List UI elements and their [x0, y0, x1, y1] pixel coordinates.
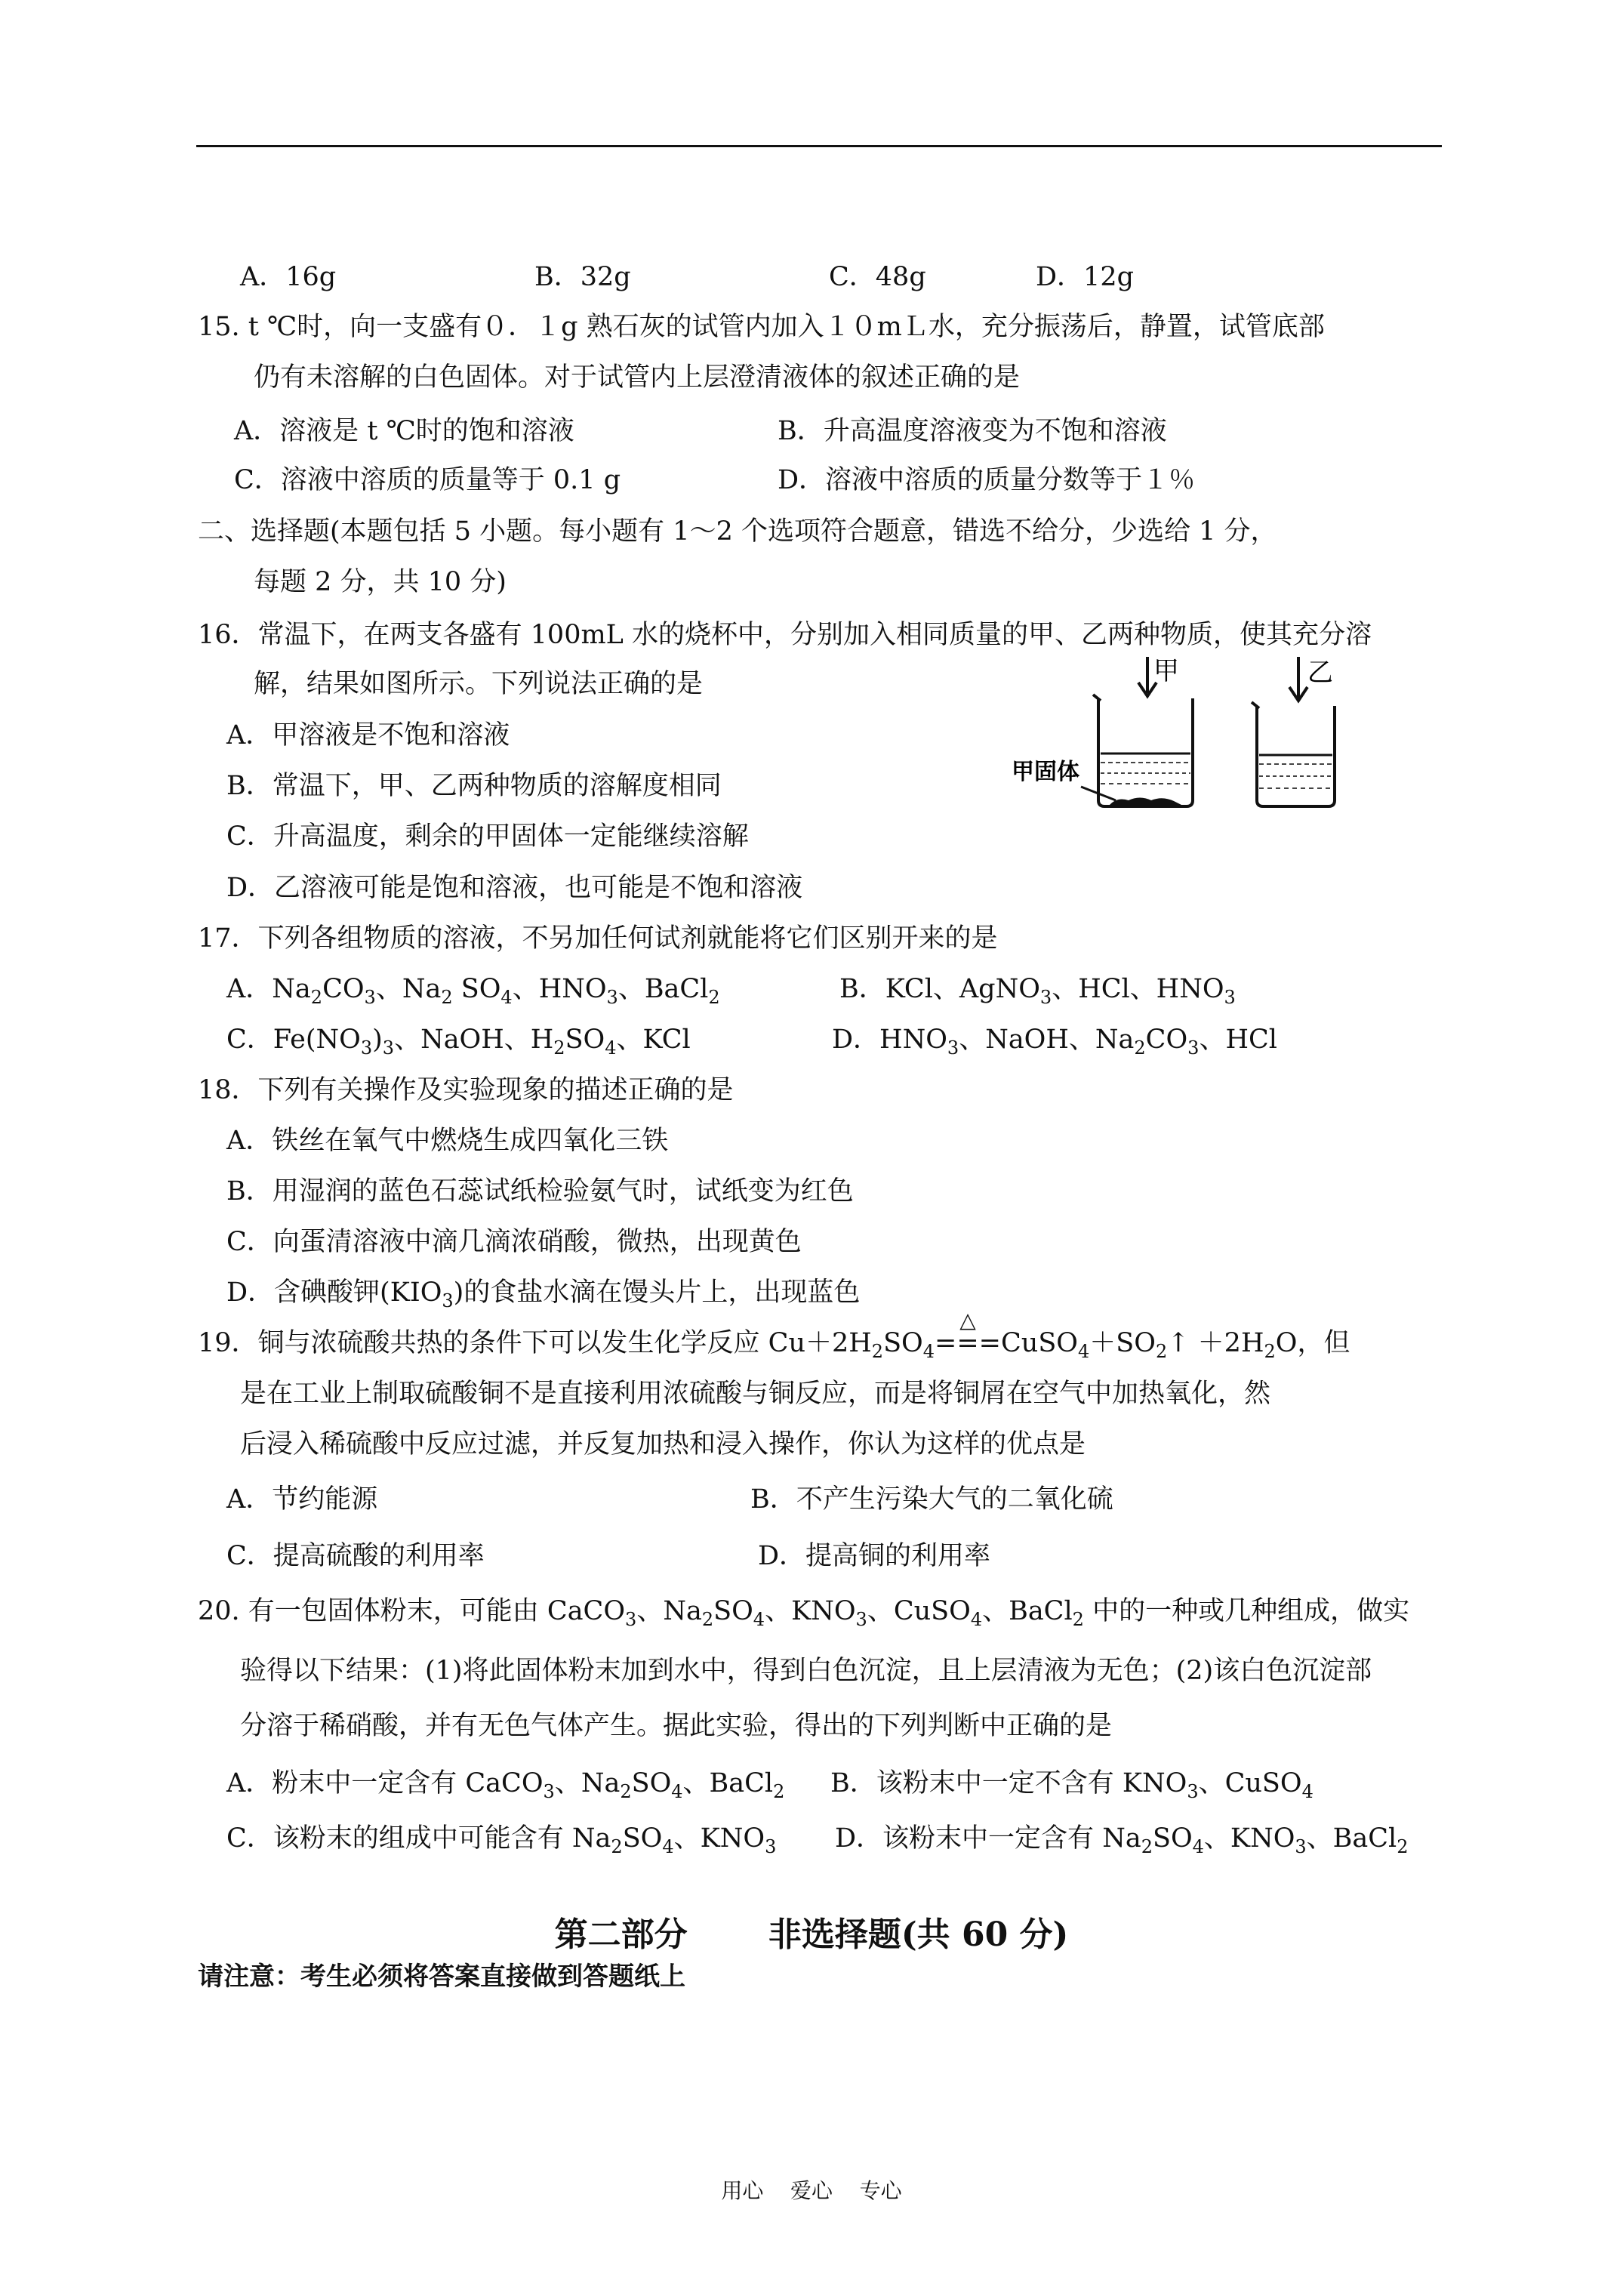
q15-option-d: D．溶液中溶质的质量分数等于１％	[778, 465, 1196, 495]
q18-stem: 18．下列有关操作及实验现象的描述正确的是	[198, 1075, 734, 1105]
q14-option-d: D．12g	[1036, 262, 1135, 292]
q17-option-a: A．$Na_2CO_3$、$Na_2$ $SO_4$、$HNO_3$、BaCl$_2$	[226, 974, 720, 1008]
q15-option-a: A．溶液是 t ℃时的饱和溶液	[234, 416, 574, 446]
section2-heading-1: 二、选择题(本题包括 5 小题。每小题有 1～2 个选项符合题意，错选不给分，少选给 1 分，	[198, 516, 1277, 547]
q15-stem-1: 15. t ℃时，向一支盛有０．１g 熟石灰的试管内加入１０mＬ水，充分振荡后，静置，试管底部	[198, 312, 1325, 342]
beakers-figure	[1012, 657, 1404, 815]
q19-stem-1: 19．铜与浓硫酸共热的条件下可以发生化学反应 $Cu+2H_2SO_4$ △ $===CuSO_4+SO_2↑ +2H_2O$，但	[198, 1308, 1350, 1362]
jia-solid	[1110, 798, 1181, 806]
q20-stem-2: 验得以下结果：(1)将此固体粉末加到水中，得到白色沉淀，且上层清液为无色；(2)该白色沉淀部	[240, 1656, 1372, 1686]
q20-option-b: B．该粉末中一定不含有 $KNO_3$、CuSO$_4$	[830, 1768, 1313, 1802]
q20-option-c: C．该粉末的组成中可能含有 $Na_2SO_4$、$KNO_3$	[226, 1823, 777, 1857]
q20-option-a: A．粉末中一定含有 CaCO$_3$、$Na_2SO_4$、BaCl$_2$	[226, 1768, 785, 1802]
q18-option-a: A．铁丝在氧气中燃烧生成四氧化三铁	[226, 1126, 669, 1156]
q20-option-d: D．该粉末中一定含有 $Na_2SO_4$、$KNO_3$、BaCl$_2$	[835, 1823, 1409, 1857]
q17-option-c: C．$Fe(NO_3)_3$、NaOH、$H_2SO_4$、KCl	[226, 1025, 691, 1059]
q18-option-c: C．向蛋清溶液中滴几滴浓硝酸，微热，出现黄色	[226, 1227, 802, 1257]
q18-option-b: B．用湿润的蓝色石蕊试纸检验氨气时，试纸变为红色	[226, 1176, 854, 1207]
q18-option-d: D．含碘酸钾$(KIO_3)$的食盐水滴在馒头片上，出现蓝色	[226, 1277, 861, 1311]
q16-stem-2: 解，结果如图所示。下列说法正确的是	[254, 669, 704, 699]
answer-sheet-notice: 请注意：考生必须将答案直接做到答题纸上	[198, 1962, 685, 1992]
beaker-jia	[1012, 657, 1193, 806]
q16-option-d: D．乙溶液可能是饱和溶液，也可能是不饱和溶液	[226, 873, 803, 903]
q16-option-c: C．升高温度，剩余的甲固体一定能继续溶解	[226, 821, 749, 852]
q19-option-c: C．提高硫酸的利用率	[226, 1541, 485, 1571]
q14-option-a: A．16g	[240, 262, 337, 292]
label-jia: 甲	[1153, 657, 1179, 686]
q19-option-a: A．节约能源	[226, 1484, 378, 1515]
q14-options	[240, 260, 1221, 294]
beaker-yi	[1252, 657, 1335, 806]
q16-stem-1: 16．常温下，在两支各盛有 100mL 水的烧杯中，分别加入相同质量的甲、乙两种物质，使其充分溶	[198, 620, 1372, 650]
q17-option-b: B．KCl、AgNO$_3$、HCl、$HNO_3$	[839, 974, 1236, 1008]
header-rule	[196, 145, 1442, 147]
heat-equals-sign: △ ===	[935, 1308, 1001, 1358]
page-footer: 用心 爱心 专心	[721, 2178, 902, 2203]
q14-option-b: B．32g	[534, 262, 631, 292]
q17-stem: 17．下列各组物质的溶液，不另加任何试剂就能将它们区别开来的是	[198, 923, 998, 954]
label-yi: 乙	[1307, 658, 1333, 688]
q15-option-b: B．升高温度溶液变为不饱和溶液	[778, 416, 1167, 446]
q16-option-a: A．甲溶液是不饱和溶液	[226, 720, 510, 750]
q19-stem-3: 后浸入稀硫酸中反应过滤，并反复加热和浸入操作，你认为这样的优点是	[240, 1429, 1086, 1459]
q17-option-d: D．$HNO_3$、NaOH、$Na_2CO_3$、HCl	[832, 1025, 1277, 1059]
section2-heading-2: 每题 2 分，共 10 分)	[254, 567, 507, 597]
q15-option-c: C．溶液中溶质的质量等于 0.1 g	[234, 465, 621, 495]
q20-stem-3: 分溶于稀硝酸，并有无色气体产生。据此实验，得出的下列判断中正确的是	[240, 1711, 1113, 1741]
q16-option-b: B．常温下，甲、乙两种物质的溶解度相同	[226, 771, 722, 801]
q19-option-d: D．提高铜的利用率	[758, 1541, 991, 1571]
q19-stem-2: 是在工业上制取硫酸铜不是直接利用浓硫酸与铜反应，而是将铜屑在空气中加热氧化，然	[240, 1379, 1271, 1409]
part2-title: 第二部分 非选择题(共 60 分)	[554, 1915, 1069, 1954]
q19-option-b: B．不产生污染大气的二氧化硫	[750, 1484, 1113, 1515]
label-jia-solid: 甲固体	[1012, 759, 1079, 785]
q15-stem-2: 仍有未溶解的白色固体。对于试管内上层澄清液体的叙述正确的是	[254, 362, 1021, 393]
q14-option-c: C．48g	[829, 262, 926, 292]
q20-stem-1: 20. 有一包固体粉末，可能由 CaCO$_3$、$Na_2SO_4$、$KNO_3$、CuSO$_4$、BaCl$_2$ 中的一种或几种组成，做实	[198, 1596, 1410, 1630]
